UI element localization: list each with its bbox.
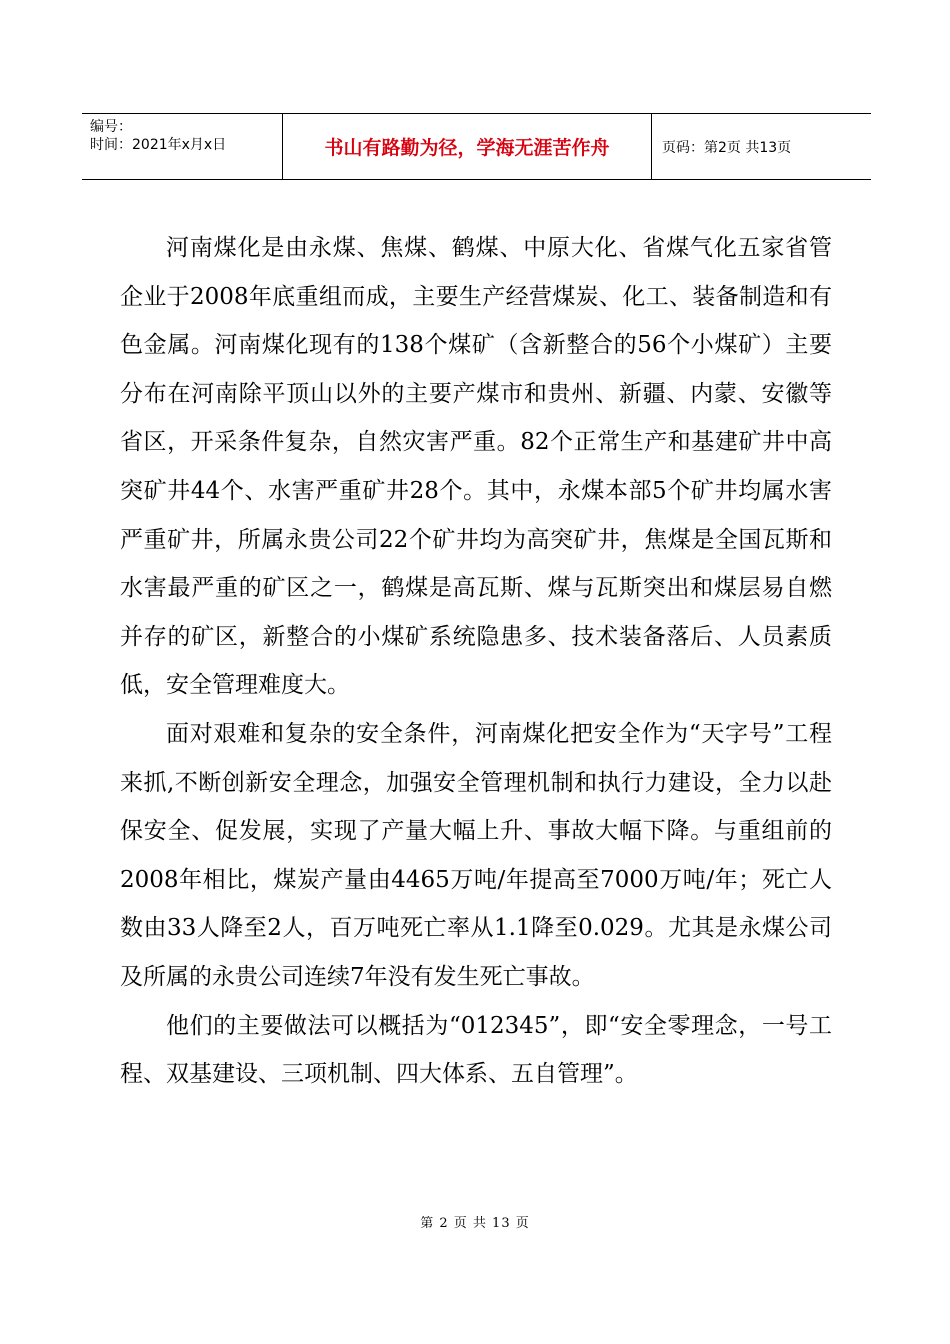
- document-body: [120, 224, 832, 1099]
- document-time-label: 时间：2021年x月x日: [90, 137, 227, 153]
- paragraph-3: 他们的主要做法可以概括为“012345”，即“安全零理念，一号工程、双基建设、三项机制、四大体系、五自管理”。: [120, 1012, 832, 1088]
- header-motto: 书山有路勤为径，学海无涯苦作舟: [282, 114, 652, 179]
- header-meta: [82, 114, 282, 179]
- paragraph-2: 面对艰难和复杂的安全条件，河南煤化把安全作为“天字号”工程来抓,不断创新安全理念，加强安全管理机制和执行力建设，全力以赴保安全、促发展，实现了产量大幅上升、事故大幅下降。与重组前的2008年相比，煤炭产量由4465万吨/年提高至7000万吨/年；死亡人数由33人降至2人，百万吨死亡率从1.1降至0.029。尤其是永煤公司及所属的永贵公司连续7年没有发生死亡事故。: [120, 720, 832, 990]
- page-footer: 第 2 页 共 13 页: [420, 1216, 530, 1231]
- document-number-label: 编号：: [90, 119, 132, 135]
- header-table: [82, 113, 871, 180]
- header-page-label: 页码：第2页 共13页: [662, 139, 792, 156]
- paragraph-1: 河南煤化是由永煤、焦煤、鹤煤、中原大化、省煤气化五家省管企业于2008年底重组而成，主要生产经营煤炭、化工、装备制造和有色金属。河南煤化现有的138个煤矿（含新整合的56个小煤矿）主要分布在河南除平顶山以外的主要产煤市和贵州、新疆、内蒙、安徽等省区，开采条件复杂，自然灾害严重。82个正常生产和基建矿井中高突矿井44个、水害严重矿井28个。其中，永煤本部5个矿井均属水害严重矿井，所属永贵公司22个矿井均为高突矿井，焦煤是全国瓦斯和水害最严重的矿区之一，鹤煤是高瓦斯、煤与瓦斯突出和煤层易自燃并存的矿区，新整合的小煤矿系统隐患多、技术装备落后、人员素质低，安全管理难度大。: [120, 235, 832, 699]
